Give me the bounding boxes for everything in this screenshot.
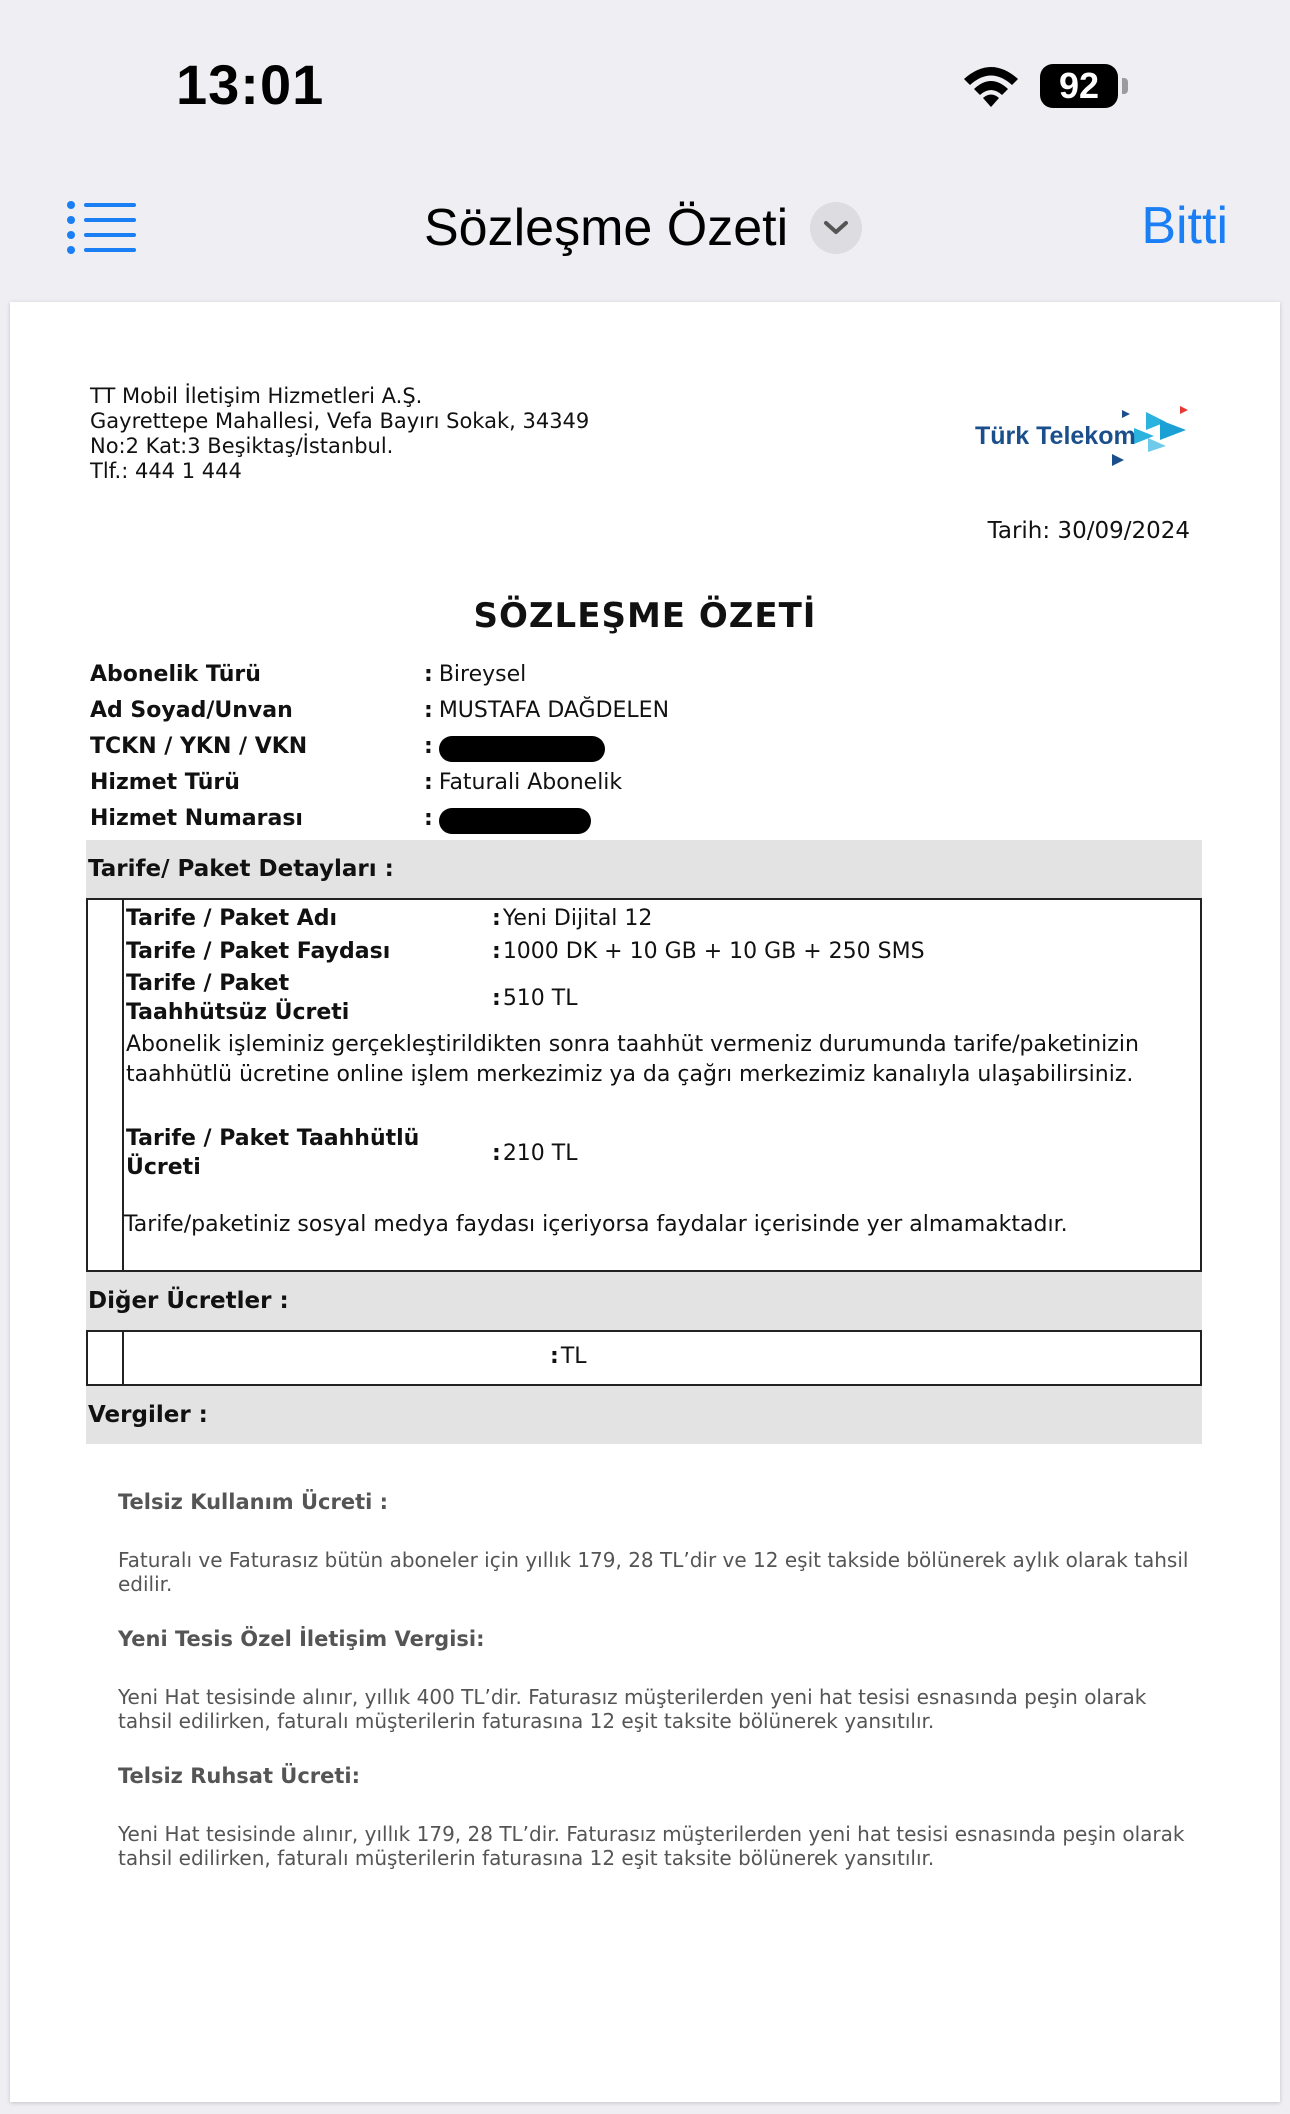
nav-title: Sözleşme Özeti <box>424 199 789 257</box>
document-title: SÖZLEŞME ÖZETİ <box>473 596 817 636</box>
redaction-mark <box>439 736 605 762</box>
field-id-number <box>90 734 605 764</box>
tariff-row-commit <box>126 1124 578 1182</box>
row-label: Tarife / Paket Taahhütlü Ücreti <box>126 1126 420 1180</box>
field-label: Hizmet Türü <box>90 770 240 795</box>
title-dropdown-button[interactable] <box>810 202 862 254</box>
tariff-section-header: Tarife/ Paket Detayları : <box>86 840 1202 898</box>
company-street: Gayrettepe Mahallesi, Vefa Bayırı Sokak, 34349 <box>90 409 590 433</box>
battery-indicator: 92 <box>1040 64 1118 108</box>
company-address <box>90 384 589 484</box>
field-label: TCKN / YKN / VKN <box>90 734 308 759</box>
redaction-mark <box>439 808 591 834</box>
field-value <box>424 734 605 764</box>
logo-text: Türk Telekom <box>975 422 1136 450</box>
field-value: : MUSTAFA DAĞDELEN <box>424 698 669 728</box>
nav-title-menu[interactable] <box>424 193 862 263</box>
field-service-number <box>90 806 591 836</box>
status-time: 13:01 <box>176 53 325 116</box>
field-label: Abonelik Türü <box>90 662 261 687</box>
commit-note: Abonelik işleminiz gerçekleştirildikten sonra taahhüt vermeniz durumunda tarife/paketinizin taahhütlü ücretine online işlem merkezimiz ya da çağrı merkezimiz kanalıyla ulaşabilirsiniz. <box>126 1032 1139 1087</box>
field-label: Hizmet Numarası <box>90 806 303 831</box>
battery-cap <box>1122 78 1128 94</box>
document-page <box>10 302 1280 2102</box>
row-value: : 1000 DK + 10 GB + 10 GB + 250 SMS <box>492 937 925 966</box>
tariff-row-benefit <box>126 937 925 966</box>
row-value: : 510 TL <box>492 984 578 1013</box>
other-fees-value: : TL <box>550 1342 587 1371</box>
row-value: : 210 TL <box>492 1139 578 1168</box>
company-city: No:2 Kat:3 Beşiktaş/İstanbul. <box>90 434 394 458</box>
field-value <box>424 806 591 836</box>
company-phone: Tlf.: 444 1 444 <box>90 459 242 483</box>
field-label: Ad Soyad/Unvan <box>90 698 293 723</box>
wifi-icon <box>960 63 1022 109</box>
field-value: : Bireysel <box>424 662 526 692</box>
tax-description: Yeni Hat tesisinde alınır, yıllık 400 TL’dir. Faturasız müşterilerden yeni hat tesisi esnasında peşin olarak tahsil edilirken, faturalı müşterilerin faturasına 12 eşit taksite bölünerek yansıtılır. <box>118 1685 1147 1733</box>
tariff-row-no-commit <box>126 969 578 1027</box>
field-subscription-type <box>90 662 526 692</box>
social-media-note: Tarife/paketiniz sosyal medya faydası içeriyorsa faydalar içerisinde yer almamaktadır. <box>124 1212 1068 1237</box>
field-service-type <box>90 770 622 800</box>
other-fees-row <box>550 1342 587 1371</box>
tax-title: Yeni Tesis Özel İletişim Vergisi: <box>118 1627 485 1651</box>
tax-description: Faturalı ve Faturasız bütün aboneler için yıllık 179, 28 TL’dir ve 12 eşit takside bölünerek aylık olarak tahsil edilir. <box>118 1548 1189 1596</box>
table-divider <box>122 1332 124 1384</box>
tax-description: Yeni Hat tesisinde alınır, yıllık 179, 28 TL’dir. Faturasız müşterilerden yeni hat tesisi esnasında peşin olarak tahsil edilirken, faturalı müşterilerin faturasına 12 eşit taksite bölünerek yansıtılır. <box>118 1822 1185 1870</box>
list-icon[interactable] <box>66 200 136 254</box>
tariff-row-name <box>126 904 652 933</box>
other-fees-box <box>86 1330 1202 1386</box>
row-label: Tarife / Paket Adı <box>126 906 338 931</box>
row-label: Tarife / Paket Taahhütsüz Ücreti <box>126 971 350 1025</box>
company-name: TT Mobil İletişim Hizmetleri A.Ş. <box>90 384 423 408</box>
row-label: Tarife / Paket Faydası <box>126 939 391 964</box>
chevron-down-icon <box>823 220 849 236</box>
document-date: Tarih: 30/09/2024 <box>987 518 1190 544</box>
tax-title: Telsiz Ruhsat Ücreti: <box>118 1764 361 1788</box>
other-fees-header: Diğer Ücretler : <box>86 1272 1202 1330</box>
done-button[interactable]: Bitti <box>1141 197 1228 255</box>
field-value: : Faturali Abonelik <box>424 770 622 800</box>
field-full-name <box>90 698 669 728</box>
tax-title: Telsiz Kullanım Ücreti : <box>118 1490 389 1514</box>
taxes-header: Vergiler : <box>86 1386 1202 1444</box>
row-value: : Yeni Dijital 12 <box>492 904 652 933</box>
